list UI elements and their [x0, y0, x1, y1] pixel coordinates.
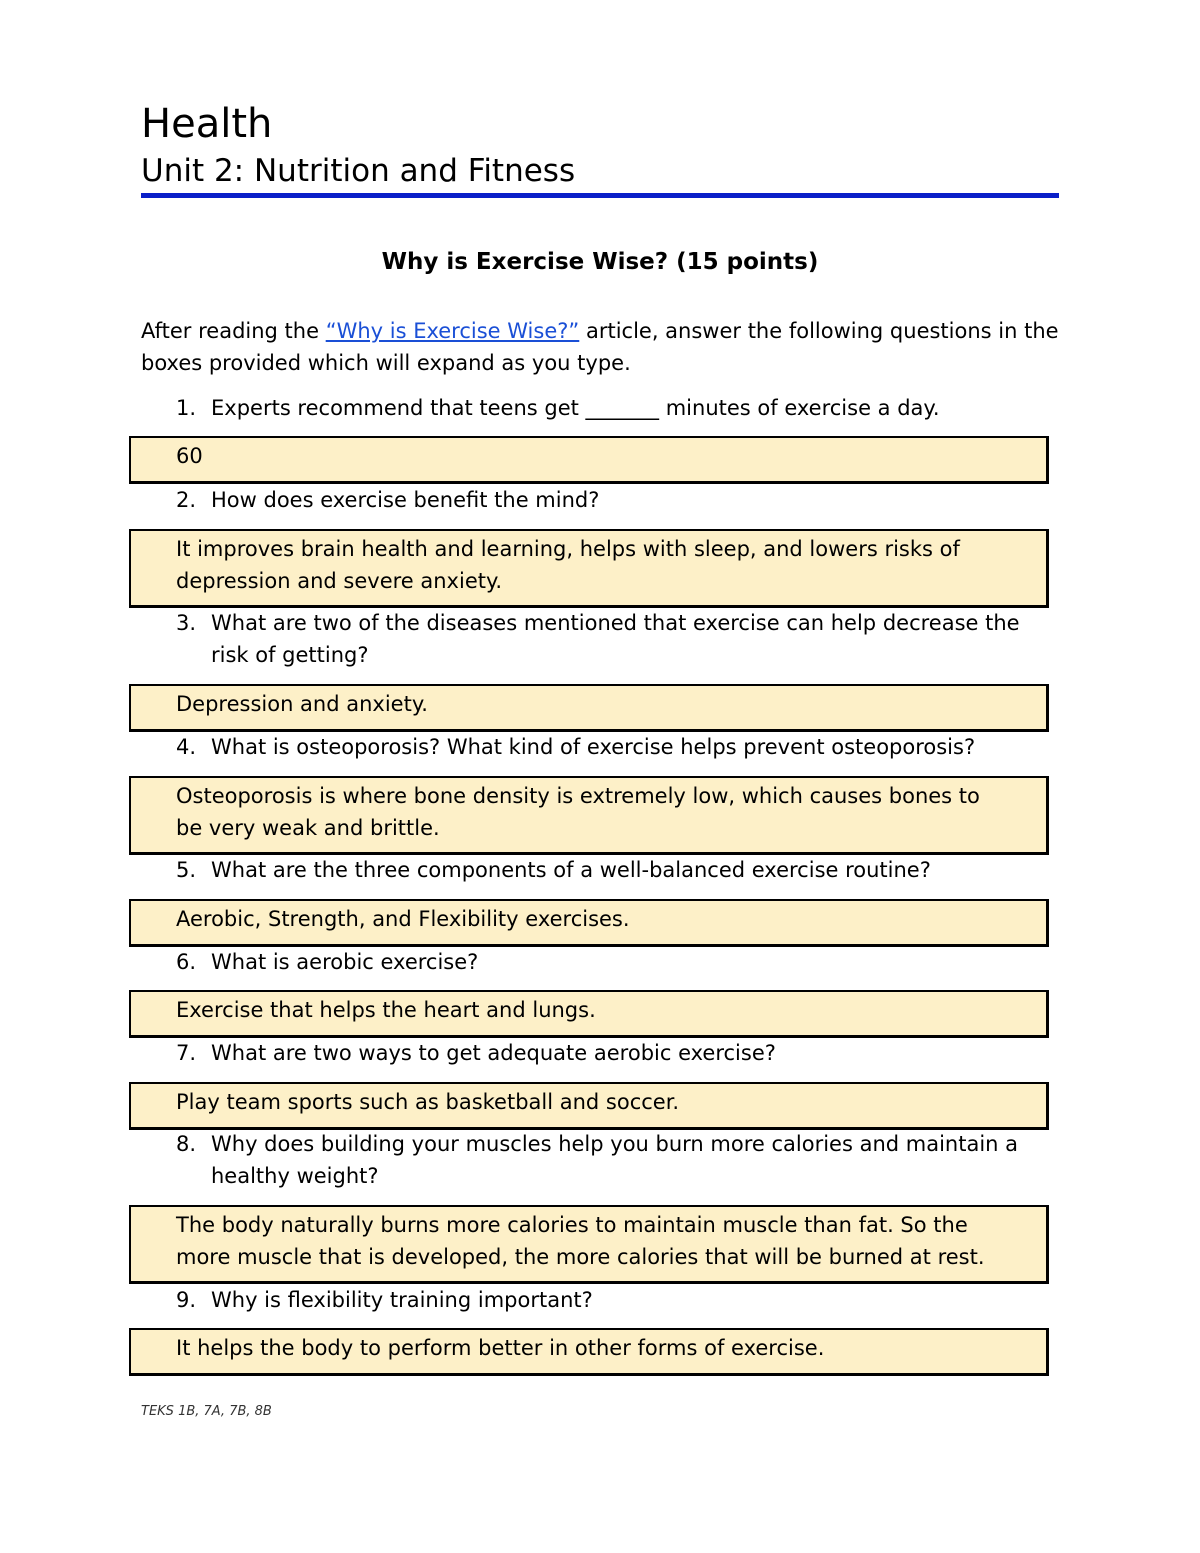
answer-box-7[interactable]: Play team sports such as basketball and soccer. [129, 1082, 1049, 1130]
question-text: What is osteoporosis? What kind of exercise helps prevent osteoporosis? [211, 735, 976, 759]
question-8 [176, 1128, 1056, 1192]
intro-text-start: After reading the [141, 319, 326, 343]
question-9 [176, 1284, 1056, 1316]
instructions [141, 315, 1061, 379]
question-text: What is aerobic exercise? [211, 950, 479, 974]
question-text: Why does building your muscles help you burn more calories and maintain a healthy weight? [211, 1132, 1019, 1188]
teks-footer: TEKS 1B, 7A, 7B, 8B [141, 1404, 272, 1419]
question-text: What are two ways to get adequate aerobic exercise? [211, 1041, 776, 1065]
question-4 [176, 731, 1056, 763]
question-number: 3. [176, 611, 197, 635]
question-text: How does exercise benefit the mind? [211, 488, 600, 512]
answer-box-1[interactable]: 60 [129, 436, 1049, 484]
question-1 [176, 392, 1056, 424]
unit-title: Unit 2: Nutrition and Fitness [141, 153, 576, 189]
question-7 [176, 1037, 1056, 1069]
question-text: What are the three components of a well-balanced exercise routine? [211, 858, 931, 882]
answer-box-4[interactable]: Osteoporosis is where bone density is extremely low, which causes bones to be very weak and brittle. [129, 776, 1049, 855]
question-2 [176, 484, 1056, 516]
article-link[interactable]: “Why is Exercise Wise?” [325, 319, 580, 343]
answer-box-8[interactable]: The body naturally burns more calories to maintain muscle than fat. So the more muscle that is developed, the more calories that will be burned at rest. [129, 1205, 1049, 1284]
answer-box-2[interactable]: It improves brain health and learning, helps with sleep, and lowers risks of depression and severe anxiety. [129, 529, 1049, 608]
question-text: Why is flexibility training important? [211, 1288, 593, 1312]
question-number: 2. [176, 488, 197, 512]
intro-text-end: article, answer the following questions in the boxes provided which will expand as you type. [141, 319, 1059, 375]
answer-box-6[interactable]: Exercise that helps the heart and lungs. [129, 990, 1049, 1038]
question-number: 8. [176, 1132, 197, 1156]
question-number: 1. [176, 396, 197, 420]
question-number: 6. [176, 950, 197, 974]
header-rule [141, 193, 1059, 198]
question-number: 7. [176, 1041, 197, 1065]
question-3 [176, 607, 1056, 671]
question-6 [176, 946, 1056, 978]
answer-box-3[interactable]: Depression and anxiety. [129, 684, 1049, 732]
question-number: 9. [176, 1288, 197, 1312]
answer-box-9[interactable]: It helps the body to perform better in other forms of exercise. [129, 1328, 1049, 1376]
question-5 [176, 854, 1056, 886]
question-number: 5. [176, 858, 197, 882]
assignment-title: Why is Exercise Wise? (15 points) [381, 249, 819, 275]
question-number: 4. [176, 735, 197, 759]
question-text: Experts recommend that teens get _______ minutes of exercise a day. [211, 396, 940, 420]
course-title: Health [141, 101, 273, 147]
answer-box-5[interactable]: Aerobic, Strength, and Flexibility exercises. [129, 899, 1049, 947]
question-text: What are two of the diseases mentioned that exercise can help decrease the risk of getting? [211, 611, 1020, 667]
